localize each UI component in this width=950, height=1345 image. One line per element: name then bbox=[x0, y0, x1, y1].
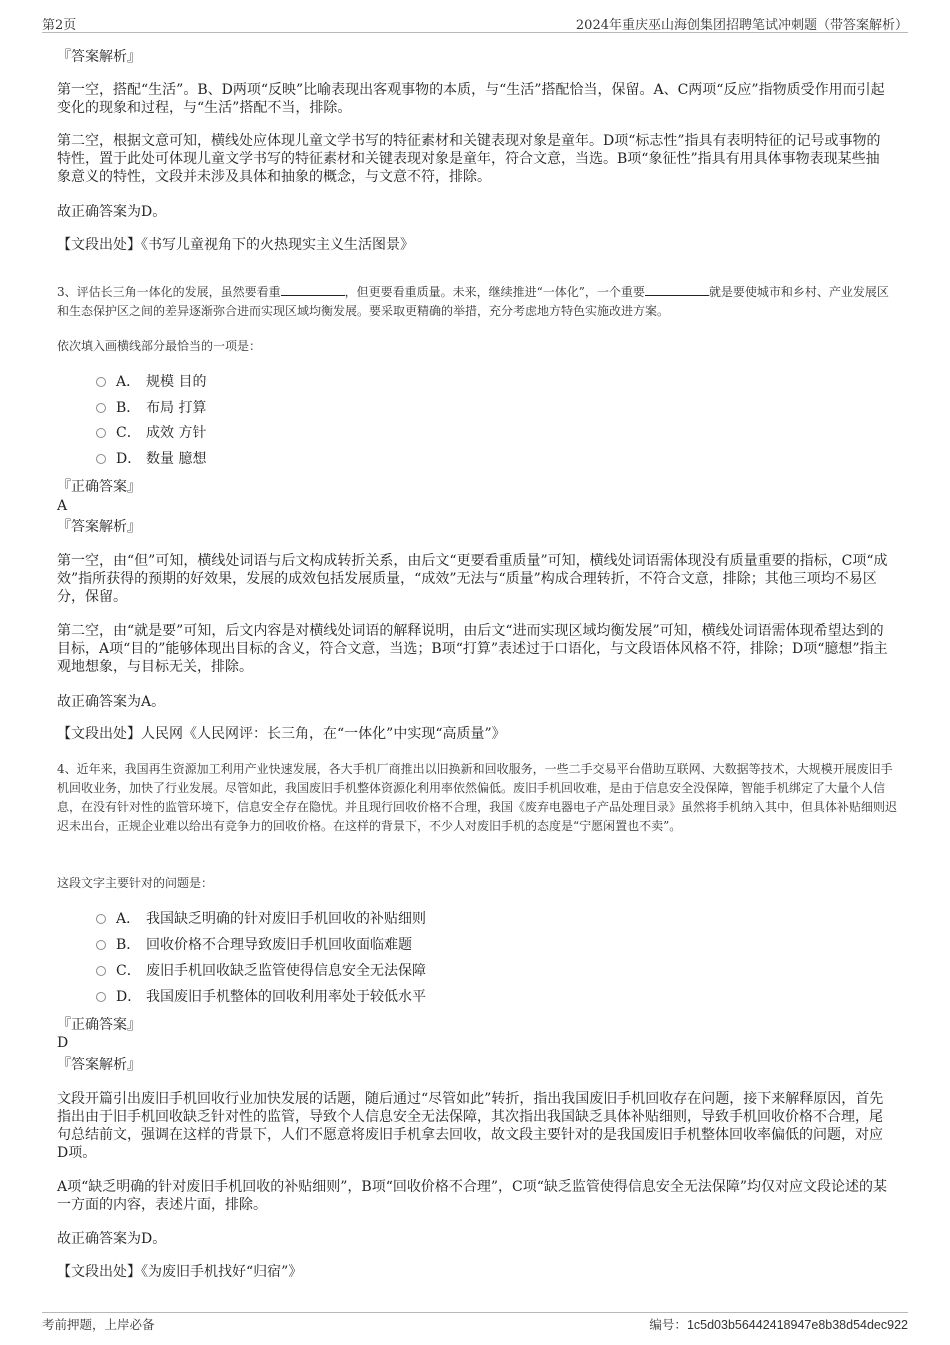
document-id-value: 1c5d03b56442418947e8b38d54dec922 bbox=[686, 1318, 908, 1332]
q3-analysis-label: 『答案解析』 bbox=[57, 519, 141, 535]
radio-icon[interactable] bbox=[96, 403, 106, 413]
q3-prompt: 依次填入画横线部分最恰当的一项是： bbox=[57, 339, 262, 353]
radio-icon[interactable] bbox=[96, 992, 106, 1002]
document-title: 2024年重庆巫山海创集团招聘笔试冲刺题（带答案解析） bbox=[575, 18, 908, 33]
q3-analysis-para1: 第一空，由“但”可知，横线处词语与后文构成转折关系，由后文“更要看重质量”可知，横线处词语需体现没有质量重要的指标，C项“成效”指所获得的预期的好效果，发展的成效包括发展质量，“成效”无法与“质量”构成合理转折，不符合文意，排除；其他三项均不易区分，保留。 bbox=[57, 553, 888, 605]
radio-icon[interactable] bbox=[96, 454, 106, 464]
q2-analysis-para2: 第二空，根据文意可知，横线处应体现儿童文学书写的特征素材和关键表现对象是童年。D项“标志性”指具有表明特征的记号或事物的特性，置于此处可体现儿童文学书写的特征素材和关键表现对象是童年，符合文意，当选。B项“象征性”指具有用具体事物表现某些抽象意义的特性，文段并未涉及具体和抽象的概念，与文意不符，排除。 bbox=[57, 133, 881, 185]
q4-correct-label: 『正确答案』 bbox=[57, 1017, 141, 1033]
q2-source: 【文段出处】《书写儿童视角下的火热现实主义生活图景》 bbox=[57, 237, 414, 253]
radio-icon[interactable] bbox=[96, 940, 106, 950]
radio-icon[interactable] bbox=[96, 428, 106, 438]
q3-stem-part1: 3、评估长三角一体化的发展，虽然要看重 bbox=[57, 285, 281, 299]
q3-blank-1 bbox=[281, 285, 345, 296]
q4-option-c[interactable]: C． 废旧手机回收缺乏监管使得信息安全无法保障 bbox=[96, 962, 426, 980]
q4-analysis-label: 『答案解析』 bbox=[57, 1057, 141, 1073]
q3-correct-answer: A bbox=[57, 498, 68, 514]
q4-option-a[interactable]: A． 我国缺乏明确的针对废旧手机回收的补贴细则 bbox=[96, 910, 426, 928]
q4-prompt: 这段文字主要针对的问题是： bbox=[57, 876, 214, 890]
q3-stem bbox=[57, 283, 897, 321]
q2-conclusion: 故正确答案为D。 bbox=[57, 204, 167, 220]
q3-blank-2 bbox=[645, 285, 709, 296]
q4-option-d[interactable]: D． 我国废旧手机整体的回收利用率处于较低水平 bbox=[96, 988, 426, 1006]
radio-icon[interactable] bbox=[96, 966, 106, 976]
page-number: 第2页 bbox=[42, 18, 77, 33]
q3-correct-label: 『正确答案』 bbox=[57, 479, 141, 495]
q3-option-b[interactable]: B． 布局 打算 bbox=[96, 399, 206, 417]
q3-conclusion: 故正确答案为A。 bbox=[57, 694, 166, 710]
q4-source: 【文段出处】《为废旧手机找好“归宿”》 bbox=[57, 1264, 303, 1280]
radio-icon[interactable] bbox=[96, 914, 106, 924]
q4-analysis-para2: A项“缺乏明确的针对废旧手机回收的补贴细则”，B项“回收价格不合理”，C项“缺乏监管使得信息安全无法保障”均仅对应文段论述的某一方面的内容，表述片面，排除。 bbox=[57, 1179, 888, 1213]
page-header bbox=[42, 12, 908, 33]
q3-source: 【文段出处】人民网《人民网评：长三角，在“一体化”中实现“高质量”》 bbox=[57, 726, 506, 742]
q3-option-a[interactable]: A． 规模 目的 bbox=[96, 373, 206, 391]
q4-conclusion: 故正确答案为D。 bbox=[57, 1231, 167, 1247]
q3-analysis-para2: 第二空，由“就是要”可知，后文内容是对横线处词语的解释说明，由后文“进而实现区域均衡发展”可知，横线处词语需体现希望达到的目标，A项“目的”能够体现出目标的含义，符合文意，当选；B项“打算”表述过于口语化，与文段语体风格不符，排除；D项“臆想”指主观地想象，与目标无关，排除。 bbox=[57, 623, 888, 675]
page-footer bbox=[42, 1312, 908, 1337]
q3-stem-part2: ，但更要看重质量。未来，继续推进“一体化”，一个重要 bbox=[344, 285, 645, 299]
footer-slogan: 考前押题，上岸必备 bbox=[42, 1317, 155, 1332]
q4-option-b[interactable]: B． 回收价格不合理导致废旧手机回收面临难题 bbox=[96, 936, 412, 954]
q4-analysis-para1: 文段开篇引出废旧手机回收行业加快发展的话题，随后通过“尽管如此”转折，指出我国废旧手机回收存在问题，接下来解释原因，首先指出由于旧手机回收缺乏针对性的监管，导致个人信息安全无法保障，其次指出我国缺乏具体补贴细则，导致手机回收价格不合理，尾句总结前文，强调在这样的背景下，人们不愿意将废旧手机拿去回收，故文段主要针对的是我国废旧手机整体回收率偏低的问题，对应D项。 bbox=[57, 1091, 884, 1161]
radio-icon[interactable] bbox=[96, 377, 106, 387]
q3-option-c[interactable]: C． 成效 方针 bbox=[96, 424, 206, 442]
document-id-label: 编号： bbox=[649, 1317, 687, 1332]
q3-stem-part3: 就是要使城市和乡村、产业发展区和生态保护区之间的差异逐渐弥合进而实现区域均衡发展。要采取更精确的举措，充分考虑地方特色实施改进方案。 bbox=[57, 285, 889, 318]
q4-stem: 4、近年来，我国再生资源加工利用产业快速发展，各大手机厂商推出以旧换新和回收服务，一些二手交易平台借助互联网、大数据等技术，大规模开展废旧手机回收业务，加快了行业发展。尽管如此，我国废旧手机整体资源化利用率依然偏低。废旧手机回收难，是由于信息安全没保障，智能手机绑定了大量个人信息，在没有针对性的监管环境下，信息安全存在隐忧。并且现行回收价格不合理，我国《废弃电器电子产品处理目录》虽然将手机纳入其中，但具体补贴细则迟迟未出台，正规企业难以给出有竞争力的回收价格。在这样的背景下，不少人对废旧手机的态度是“宁愿闲置也不卖”。 bbox=[57, 762, 898, 833]
q2-analysis-para1: 第一空，搭配“生活”。B、D两项“反映”比喻表现出客观事物的本质，与“生活”搭配恰当，保留。A、C两项“反应”指物质受作用而引起变化的现象和过程，与“生活”搭配不当，排除。 bbox=[57, 82, 885, 116]
q4-correct-answer: D bbox=[57, 1035, 69, 1051]
q3-option-d[interactable]: D． 数量 臆想 bbox=[96, 450, 206, 468]
q2-analysis-label: 『答案解析』 bbox=[57, 49, 141, 65]
document-id bbox=[649, 1315, 908, 1333]
